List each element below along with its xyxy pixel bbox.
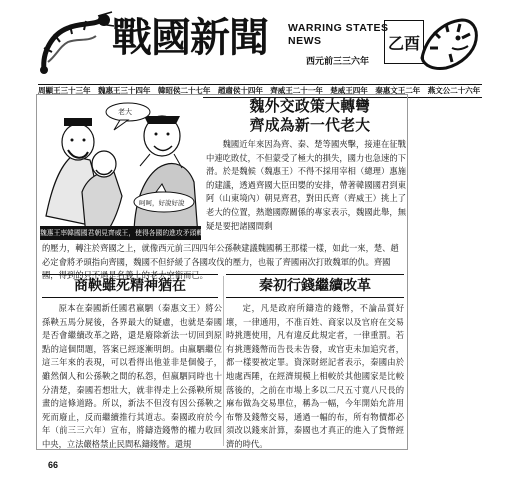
title-en-line-2: NEWS bbox=[288, 35, 322, 47]
article-right-body: 定，凡是政府所鑄造的錢幣，不論品質好壞，一律通用，不准百姓、商家以及官府在交易時挑選使用，凡有違反此規定者，一律重罰。若有挑選錢幣而告長未告發，或官吏未加追究者，都一樣要被定罪。資深財經記者表示，秦國由於地處西陲，在經濟規模上相較於其他國家是比較落後的，之前在市場上多以二尺五寸寬八尺長的麻布做為交易單位，稱為一幅，今年開始允許用布幣及錢幣交易，通過一幅的布，所有物價都必須改以錢來計算，秦國也才真正的進入了貨幣經濟的時代。 bbox=[226, 303, 404, 449]
lead-headline-line-1: 魏外交政策大轉彎 bbox=[249, 98, 371, 115]
issue-box: 乙酉 bbox=[384, 20, 424, 64]
article-left-body: 原本在秦國新任國君嬴駟（秦惠文王）將公孫鞅五馬分屍後，各界最大的疑慮，也就是秦國是否會繼續改革之路，還是廢除新法一切回到原點的這個問題，答案已經逐漸明朗。由嬴駟繼位這三年來的表現，可以看得出他並非是個傻子，雖然個人和公孫鞅之間的私怨，但嬴駟同時也十分清楚，秦國若想壯大，就非得走上公孫鞅所規畫的這條道路。所以，新法不但沒有因公孫鞅之死而廢止，反而繼續推行其道志。秦國政府於今年（前三三六年）宣布，將鑄造錢幣的權力收回中央，立法嚴格禁止民間私鑄錢幣。還規 bbox=[42, 303, 222, 449]
speech-bubble-top: 老大 bbox=[118, 108, 132, 116]
cartoon-caption: 魏惠王率韓國國君朝見齊威王，使得各國的進攻矛頭轉向齊國 bbox=[40, 226, 201, 240]
lead-headline-line-2: 齊成為新一代老大 bbox=[249, 117, 371, 134]
article-left-headline: 商鞅雖死精神猶在 bbox=[42, 274, 218, 298]
dragon-illustration bbox=[38, 12, 116, 76]
title-en-line-1: WARRING STATES bbox=[288, 22, 389, 34]
kings-cartoon bbox=[38, 96, 203, 242]
lead-headline bbox=[212, 97, 408, 135]
article-right-headline: 秦初行錢繼續改革 bbox=[226, 274, 404, 298]
masthead bbox=[38, 8, 482, 78]
column-divider bbox=[223, 276, 224, 446]
publication-date: 西元前三三六年 bbox=[306, 57, 370, 67]
lead-article-body: 魏國近年來因為齊、秦、楚等國夾擊，接連在征戰中連吃敗仗，不但蒙受了極大的損失，國力也急速的下滑。於是魏候（魏惠王）不得不採用宰相（總理）惠施的建議，透過齊國大臣田嬰的安排，帶著韓國國君到東阿（山東境內）朝見齊君，對田氏齊（齊威王）挑上了老大的位置，熱邀國際關係的專家表示，魏國此舉，無疑是要把諸國間剩 bbox=[206, 139, 406, 231]
newspaper-title-english bbox=[288, 22, 389, 48]
page-number: 66 bbox=[48, 460, 59, 470]
lead-article-continuation: 的壓力，轉注於齊國之上，就像西元前三四四年公孫鞅建議魏國稱王那樣一樣，如此一來，楚、趙必定會將矛頭指向齊國，魏國不但紓緩了各國攻伐的壓力，也報了齊國兩次打敗魏軍的仇。齊國國，得到的只不過是名義上的老大空銜而已。 bbox=[42, 243, 399, 281]
newspaper-title: 戰國新聞 bbox=[112, 14, 268, 61]
speech-bubble-bottom: 呵呵，好說好說 bbox=[139, 199, 185, 207]
tiger-illustration bbox=[412, 8, 482, 78]
regnal-year-bar: 周顯王三十三年 魏惠王三十四年 韓昭侯二十七年 趙肅侯十四年 齊威王二十一年 楚威王四年 秦惠文王二年 燕文公二十六年 bbox=[38, 84, 482, 98]
